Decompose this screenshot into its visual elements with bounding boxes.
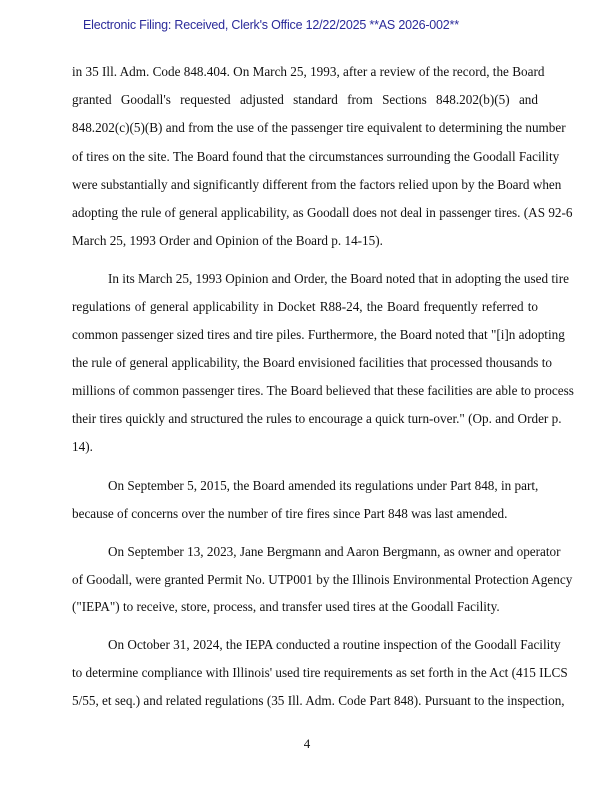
paragraph-1-line: 848.202(c)(5)(B) and from the use of the passenger tire equivalent to determining the number	[72, 120, 566, 135]
paragraph-2-line: common passenger sized tires and tire piles. Furthermore, the Board noted that "[i]n adopting	[72, 327, 565, 342]
paragraph-3-line: because of concerns over the number of tire fires since Part 848 was last amended.	[72, 506, 508, 521]
paragraph-3-line: On September 5, 2015, the Board amended its regulations under Part 848, in part,	[108, 478, 539, 493]
paragraph-5-line: On October 31, 2024, the IEPA conducted a routine inspection of the Goodall Facility	[108, 637, 561, 652]
paragraph-4-line: On September 13, 2023, Jane Bergmann and Aaron Bergmann, as owner and operator	[108, 544, 561, 559]
paragraph-2-line: regulations of general applicability in Docket R88-24, the Board frequently referred to	[72, 299, 538, 314]
paragraph-1-line: of tires on the site. The Board found that the circumstances surrounding the Goodall Facility	[72, 149, 560, 164]
paragraph-2-line: the rule of general applicability, the Board envisioned facilities that processed thousands to	[72, 355, 552, 370]
paragraph-1-line: granted Goodall's requested adjusted standard from Sections 848.202(b)(5) and	[72, 92, 538, 107]
paragraph-2-line: millions of common passenger tires. The Board believed that these facilities are able to process	[72, 383, 574, 398]
paragraph-5-line: to determine compliance with Illinois' used tire requirements as set forth in the Act (415 ILCS	[72, 665, 568, 680]
page-number: 4	[303, 736, 311, 751]
paragraph-1-line: were substantially and significantly different from the factors relied upon by the Board when	[72, 177, 562, 192]
paragraph-2-line: their tires quickly and structured the rules to encourage a quick turn-over." (Op. and Order p.	[72, 411, 562, 426]
paragraph-2-line: In its March 25, 1993 Opinion and Order, the Board noted that in adopting the used tire	[108, 271, 569, 286]
paragraph-1-line: in 35 Ill. Adm. Code 848.404. On March 25, 1993, after a review of the record, the Board	[72, 64, 545, 79]
paragraph-5-line: 5/55, et seq.) and related regulations (35 Ill. Adm. Code Part 848). Pursuant to the inspection,	[72, 693, 565, 708]
paragraph-4-line: ("IEPA") to receive, store, process, and transfer used tires at the Goodall Facility.	[72, 599, 500, 614]
paragraph-4-line: of Goodall, were granted Permit No. UTP001 by the Illinois Environmental Protection Agency	[72, 572, 573, 587]
filing-stamp-header: Electronic Filing: Received, Clerk's Office 12/22/2025 **AS 2026-002**	[83, 18, 459, 32]
paragraph-2-line: 14).	[72, 439, 93, 454]
paragraph-1-line: March 25, 1993 Order and Opinion of the Board p. 14-15).	[72, 233, 383, 248]
paragraph-1-line: adopting the rule of general applicability, as Goodall does not deal in passenger tires. (AS 92-6	[72, 205, 573, 220]
